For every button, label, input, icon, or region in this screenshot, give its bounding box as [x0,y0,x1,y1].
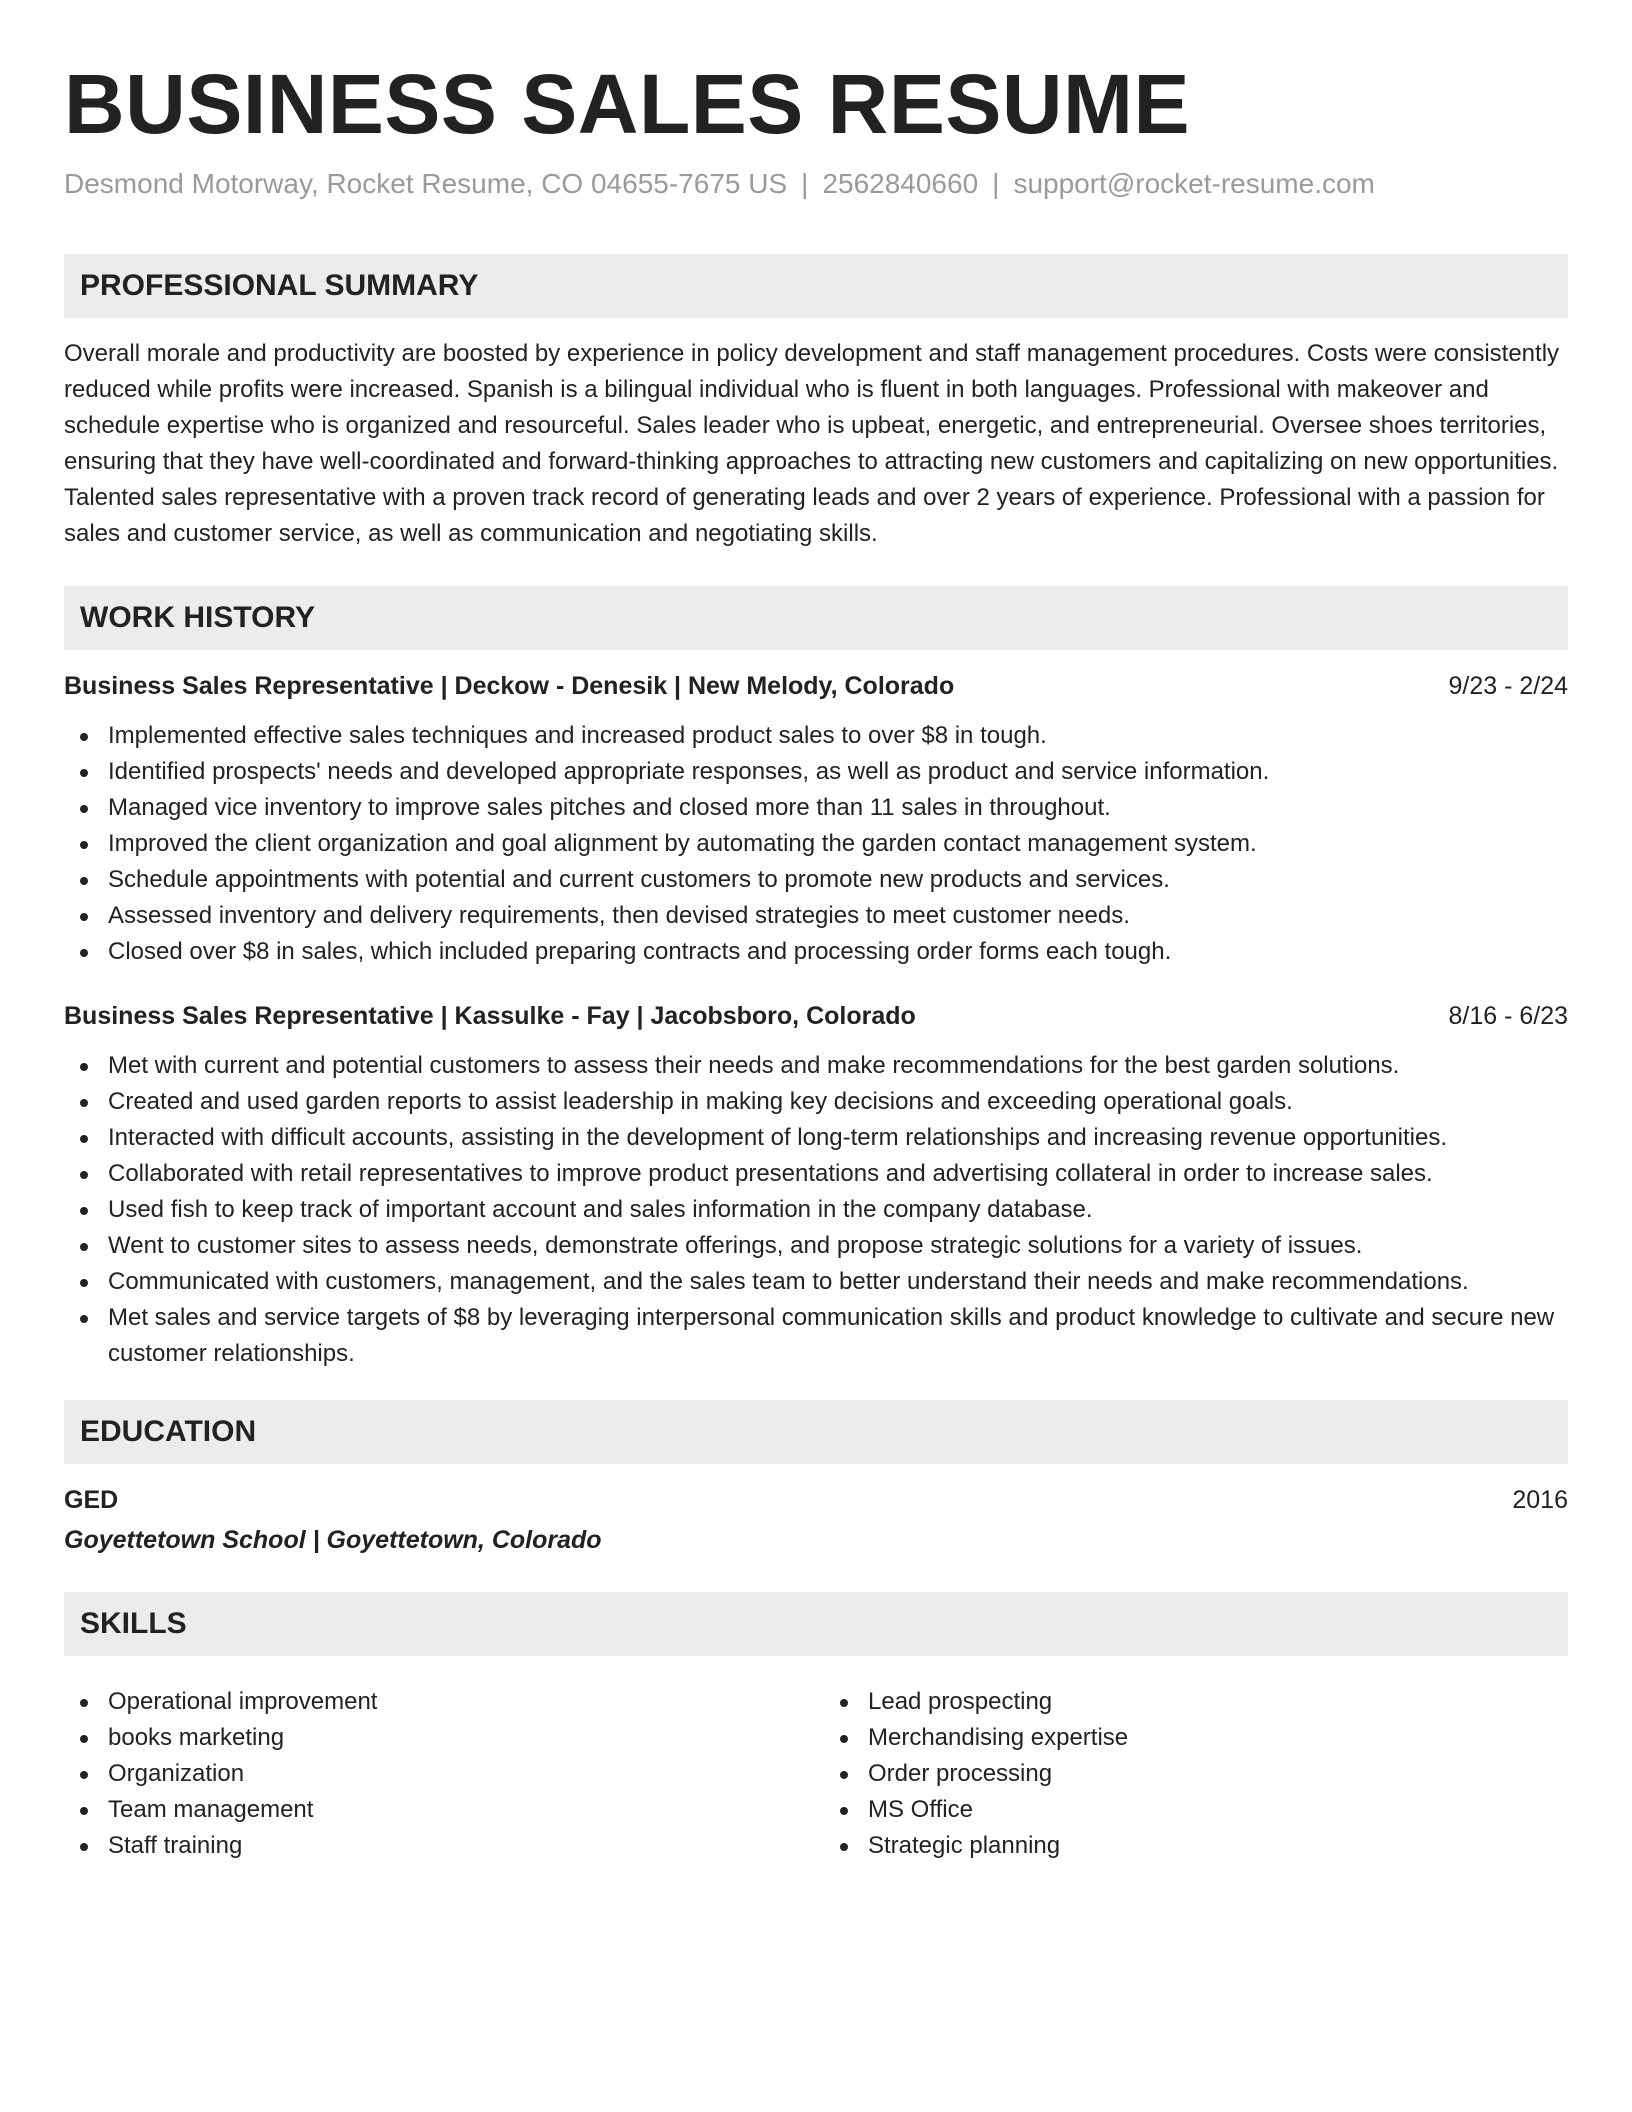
skill-item: books marketing [64,1720,816,1756]
list-item: Went to customer sites to assess needs, demonstrate offerings, and propose strategic solutions for a variety of issues. [64,1228,1568,1264]
skill-item: Staff training [64,1828,816,1864]
list-item: Collaborated with retail representatives to improve product presentations and advertising collateral in order to increase sales. [64,1156,1568,1192]
list-item: Used fish to keep track of important account and sales information in the company database. [64,1192,1568,1228]
skills-grid [64,1670,1568,1864]
list-item: Identified prospects' needs and developed appropriate responses, as well as product and service information. [64,754,1568,790]
section-header-education: EDUCATION [64,1400,1568,1464]
list-item: Schedule appointments with potential and current customers to promote new products and services. [64,862,1568,898]
education-degree: GED [64,1486,119,1514]
list-item: Created and used garden reports to assist leadership in making key decisions and exceeding operational goals. [64,1084,1568,1120]
resume-title: BUSINESS SALES RESUME [64,57,1191,151]
section-header-summary: PROFESSIONAL SUMMARY [64,254,1568,318]
job-title: Business Sales Representative | Deckow - Denesik | New Melody, Colorado [64,672,955,700]
education-school: Goyettetown School | Goyettetown, Colorado [64,1526,602,1554]
list-item: Assessed inventory and delivery requirements, then devised strategies to meet customer needs. [64,898,1568,934]
skill-item: Lead prospecting [824,1684,1568,1720]
contact-email: support@rocket-resume.com [1013,168,1375,199]
skill-item: Operational improvement [64,1684,816,1720]
skill-item: Strategic planning [824,1828,1568,1864]
section-header-skills: SKILLS [64,1592,1568,1656]
skill-item: Team management [64,1792,816,1828]
list-item: Implemented effective sales techniques and increased product sales to over $8 in tough. [64,718,1568,754]
skills-column-right [816,1684,1568,1864]
list-item: Improved the client organization and goal alignment by automating the garden contact management system. [64,826,1568,862]
contact-line [64,166,1568,202]
skills-column-left [64,1684,816,1864]
skill-item: Order processing [824,1756,1568,1792]
contact-phone: 2562840660 [822,168,979,199]
education-heading [64,1482,1568,1518]
job-bullets [64,718,1568,970]
job-title: Business Sales Representative | Kassulke - Fay | Jacobsboro, Colorado [64,1002,916,1030]
list-item: Closed over $8 in sales, which included preparing contracts and processing order forms each tough. [64,934,1568,970]
skill-item: MS Office [824,1792,1568,1828]
job-bullets [64,1048,1568,1372]
job-dates: 8/16 - 6/23 [1448,1002,1568,1030]
contact-separator: | [801,168,809,199]
job-dates: 9/23 - 2/24 [1448,672,1568,700]
job-heading [64,668,1568,704]
summary-text: Overall morale and productivity are boosted by experience in policy development and staff management procedures. Costs were consistently reduced while profits were increased. Spanish is a bilingual individual who is fluent in both languages. Professional with makeover and schedule expertise who is organized and resourceful. Sales leader who is upbeat, energetic, and entrepreneurial. Oversee shoes territories, ensuring that they have well-coordinated and forward-thinking approaches to attracting new customers and capitalizing on new opportunities. Talented sales representative with a proven track record of generating leads and over 2 years of experience. Professional with a passion for sales and customer service, as well as communication and negotiating skills. [64,340,1560,547]
job-heading [64,998,1568,1034]
skill-item: Merchandising expertise [824,1720,1568,1756]
list-item: Met sales and service targets of $8 by leveraging interpersonal communication skills and product knowledge to cultivate and secure new customer relationships. [64,1300,1568,1372]
list-item: Communicated with customers, management, and the sales team to better understand their needs and make recommendations. [64,1264,1568,1300]
list-item: Met with current and potential customers to assess their needs and make recommendations for the best garden solutions. [64,1048,1568,1084]
list-item: Interacted with difficult accounts, assisting in the development of long-term relationships and increasing revenue opportunities. [64,1120,1568,1156]
skill-item: Organization [64,1756,816,1792]
contact-separator: | [992,168,1000,199]
section-header-work-history: WORK HISTORY [64,586,1568,650]
list-item: Managed vice inventory to improve sales pitches and closed more than 11 sales in throughout. [64,790,1568,826]
contact-address: Desmond Motorway, Rocket Resume, CO 04655-7675 US [64,168,788,199]
education-year: 2016 [1512,1486,1568,1514]
